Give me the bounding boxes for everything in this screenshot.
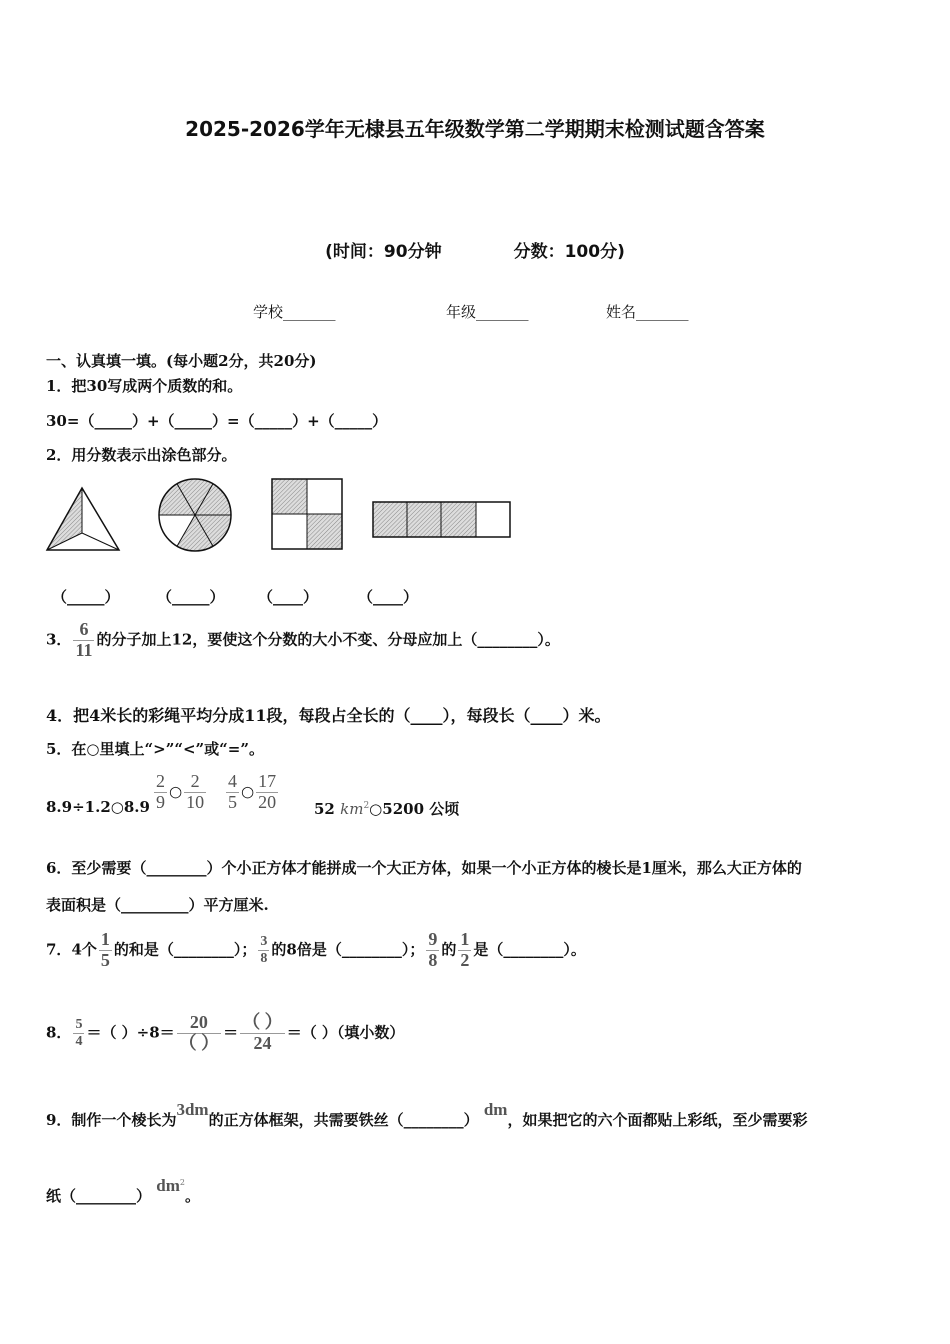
answer-blank-1[interactable]: （_____） bbox=[52, 588, 120, 606]
question-1-equation: 30=（_____）+（_____）=（_____）+（_____） bbox=[46, 412, 388, 430]
q5-expr-2: $\frac{2}{9}$ ○ $\frac{2}{10}$ bbox=[156, 771, 205, 812]
question-5: 5．在○里填上“>”“<”或“=”。 bbox=[46, 740, 264, 758]
answer-blank-4[interactable]: （____） bbox=[358, 588, 419, 606]
question-4: 4．把4米长的彩绳平均分成11段，每段占全长的（____），每段长（____）米。 bbox=[46, 706, 611, 725]
q5-expr-3: $\frac{4}{5}$ ○ $\frac{17}{20}$ bbox=[228, 771, 277, 812]
question-2: 2．用分数表示出涂色部分。 bbox=[46, 446, 237, 464]
fraction: $\frac{6}{11}$ bbox=[75, 619, 93, 660]
name-field: 姓名_______ bbox=[606, 303, 689, 321]
shaded-figures bbox=[44, 470, 524, 560]
question-8: 8． $\frac{5}{4}$ ＝（ ）÷8＝ 20 （ ） ＝ （ ） 24 ＝（ ）（填小数） bbox=[46, 1012, 405, 1053]
q5-expr-4: 52 $km^2○5200$ 公顷 bbox=[314, 800, 460, 818]
question-9-line-1: 9．制作一个棱长为3dm的正方体框架，共需要铁丝（________） dm，如果把它的六个面都贴上彩纸，至少需要彩 bbox=[46, 1100, 808, 1129]
square-figure bbox=[272, 479, 342, 549]
question-3: 3． $\frac{6}{11}$ 的分子加上12，要使这个分数的大小不变、分母应加上（________）。 bbox=[46, 619, 560, 660]
question-1: 1．把30写成两个质数的和。 bbox=[46, 377, 243, 395]
school-field: 学校_______ bbox=[253, 303, 336, 321]
total-score: 分数：100分) bbox=[513, 242, 625, 262]
answer-blank-2[interactable]: （_____） bbox=[157, 588, 225, 606]
q5-expr-1: 8.9÷1.2○8.9 bbox=[46, 798, 150, 816]
triangle-figure bbox=[47, 488, 119, 550]
circle-figure bbox=[159, 479, 231, 551]
section-heading: 一、认真填一填。(每小题2分，共20分) bbox=[46, 352, 317, 370]
question-9-line-2: 纸（________） $dm^2$。 bbox=[46, 1176, 200, 1205]
exam-meta bbox=[0, 237, 950, 262]
time-limit: (时间：90分钟 bbox=[325, 242, 442, 262]
grade-field: 年级_______ bbox=[446, 303, 529, 321]
answer-blank-3[interactable]: （____） bbox=[258, 588, 319, 606]
question-7: 7．4个 $\frac{1}{5}$ 的和是（________）； $\frac{3}{8}$ 的8倍是（________）； $\frac{9}{8}$ 的 $\frac{1}{2}$ 是（________）。 bbox=[46, 929, 586, 970]
bar-figure bbox=[373, 502, 510, 537]
page-title: 2025-2026学年无棣县五年级数学第二学期期末检测试题含答案 bbox=[185, 117, 765, 141]
question-6-line-2: 表面积是（_________）平方厘米. bbox=[46, 896, 269, 914]
question-6-line-1: 6．至少需要（________）个小正方体才能拼成一个大正方体，如果一个小正方体的棱长是1厘米，那么大正方体的 bbox=[46, 859, 802, 877]
